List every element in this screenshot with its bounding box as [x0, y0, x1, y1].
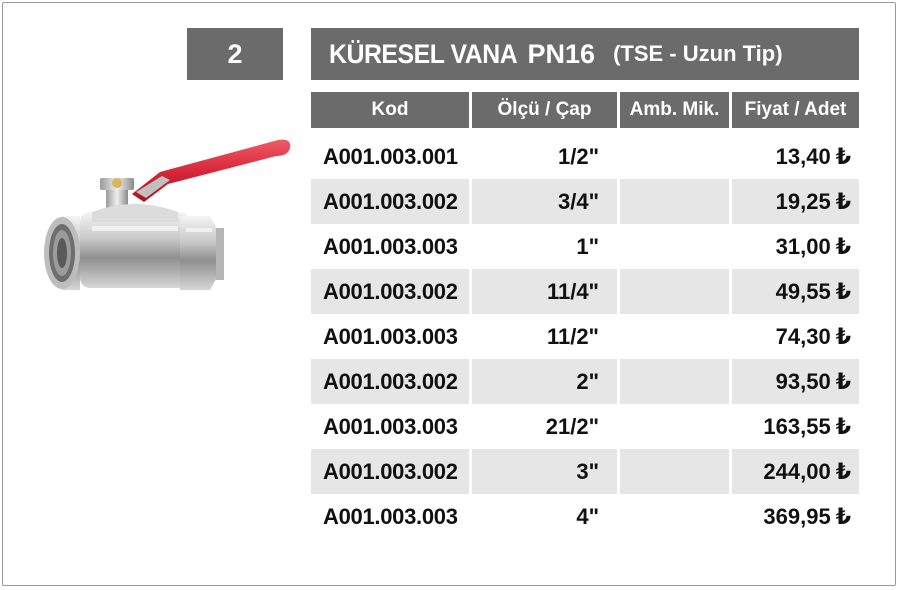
currency-symbol: ₺	[835, 368, 851, 394]
currency-symbol: ₺	[835, 323, 851, 349]
row-amb	[617, 494, 729, 539]
row-amb	[617, 404, 729, 449]
row-olcu: 21/2"	[545, 413, 599, 439]
ball-valve-icon	[40, 132, 296, 322]
row-fiyat	[729, 359, 859, 404]
price-value: 74,30	[775, 323, 831, 349]
header-amb: Amb. Mik.	[617, 92, 729, 128]
header-kod: Kod	[311, 92, 469, 128]
row-kod: A001.003.003	[323, 233, 458, 259]
price-value: 244,00	[763, 458, 831, 484]
section-number-badge	[187, 28, 283, 80]
row-olcu: 1/2"	[557, 143, 599, 169]
row-fiyat	[729, 404, 859, 449]
product-subtitle: (TSE - Uzun Tip)	[613, 41, 783, 66]
price-table	[311, 134, 859, 539]
row-olcu: 1"	[576, 233, 599, 259]
row-amb	[617, 359, 729, 404]
product-title-bar	[311, 28, 859, 80]
pressure-rating: PN16	[527, 38, 596, 69]
row-olcu: 4"	[576, 503, 599, 529]
price-value: 13,40	[775, 143, 831, 169]
price-value: 93,50	[775, 368, 831, 394]
product-title: KÜRESEL VANA	[329, 38, 518, 69]
row-olcu: 11/2"	[546, 323, 599, 349]
table-row	[311, 314, 859, 359]
table-header	[311, 92, 859, 128]
table-row	[311, 224, 859, 269]
currency-symbol: ₺	[835, 278, 851, 304]
row-kod: A001.003.003	[323, 413, 458, 439]
currency-symbol: ₺	[835, 233, 851, 259]
table-row	[311, 449, 859, 494]
row-kod: A001.003.003	[323, 323, 458, 349]
currency-symbol: ₺	[835, 188, 851, 214]
currency-symbol: ₺	[835, 143, 851, 169]
row-amb	[617, 269, 729, 314]
row-kod: A001.003.002	[311, 269, 469, 314]
row-amb	[617, 179, 729, 224]
row-amb	[617, 449, 729, 494]
row-kod: A001.003.003	[323, 503, 458, 529]
row-fiyat	[729, 224, 859, 269]
row-kod: A001.003.001	[323, 143, 458, 169]
table-row	[311, 179, 859, 224]
header-fiyat: Fiyat / Adet	[729, 92, 859, 128]
row-amb	[617, 314, 729, 359]
price-value: 31,00	[775, 233, 831, 259]
row-olcu: 2"	[469, 359, 617, 404]
price-value: 49,55	[775, 278, 831, 304]
table-row	[311, 134, 859, 179]
price-value: 369,95	[763, 503, 831, 529]
row-fiyat	[729, 494, 859, 539]
row-amb	[617, 134, 729, 179]
row-kod: A001.003.002	[311, 179, 469, 224]
price-value: 163,55	[763, 413, 831, 439]
row-fiyat	[729, 449, 859, 494]
section-number: 2	[227, 38, 243, 69]
row-olcu: 11/4"	[469, 269, 617, 314]
row-fiyat	[729, 269, 859, 314]
row-olcu: 3"	[469, 449, 617, 494]
table-row	[311, 359, 859, 404]
row-fiyat	[729, 134, 859, 179]
row-kod: A001.003.002	[311, 359, 469, 404]
price-value: 19,25	[775, 188, 831, 214]
header-olcu: Ölçü / Çap	[469, 92, 617, 128]
row-kod: A001.003.002	[311, 449, 469, 494]
currency-symbol: ₺	[835, 413, 851, 439]
table-row	[311, 494, 859, 539]
currency-symbol: ₺	[835, 503, 851, 529]
row-amb	[617, 224, 729, 269]
table-row	[311, 269, 859, 314]
row-fiyat	[729, 179, 859, 224]
row-olcu: 3/4"	[469, 179, 617, 224]
currency-symbol: ₺	[835, 458, 851, 484]
row-fiyat	[729, 314, 859, 359]
table-row	[311, 404, 859, 449]
